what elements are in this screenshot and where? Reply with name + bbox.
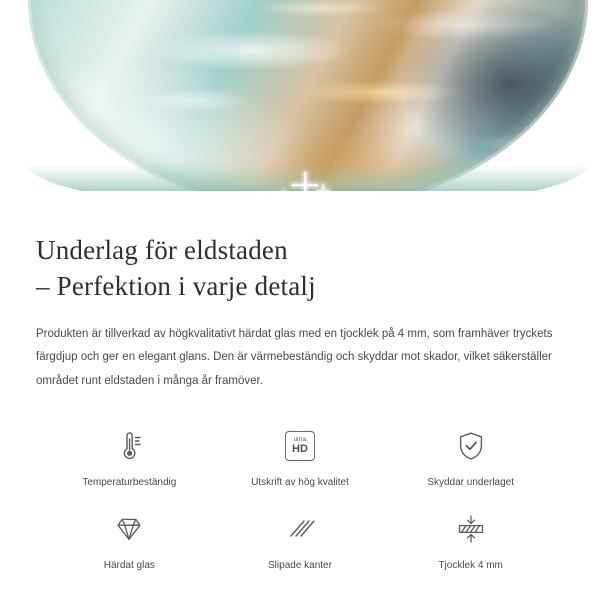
hero-image <box>0 0 600 205</box>
page-title <box>36 233 564 305</box>
feature-item-polished-edges <box>215 505 386 572</box>
feature-label: Härdat glas <box>103 559 155 571</box>
feature-label: Skyddar underlaget <box>427 476 515 488</box>
ultra-hd-icon <box>273 422 327 470</box>
feature-item-tempered-glass <box>44 505 215 572</box>
hero-bottom-fade <box>0 191 600 205</box>
ultra-hd-bottom-text: HD <box>292 442 308 455</box>
feature-grid <box>36 422 564 572</box>
feature-label: Utskrift av hög kvalitet <box>251 476 349 488</box>
ultra-hd-top-text: ultra <box>293 436 307 443</box>
feature-item-thickness <box>385 505 556 572</box>
feature-label: Tjocklek 4 mm <box>438 559 503 571</box>
feature-label: Slipade kanter <box>268 559 332 571</box>
page-title-line-1: Underlag för eldstaden <box>36 235 288 265</box>
round-glass-marble-plate <box>28 0 588 205</box>
content-area <box>0 205 600 572</box>
shield-check-icon <box>444 422 498 470</box>
polished-edges-icon <box>273 505 327 553</box>
page-title-line-2: – Perfektion i varje detalj <box>36 270 316 301</box>
feature-item-temperature <box>44 422 215 489</box>
thermometer-icon <box>102 422 156 470</box>
feature-item-surface-protection <box>385 422 556 489</box>
feature-label: Temperaturbeständig <box>82 476 177 488</box>
diamond-icon <box>102 505 156 553</box>
feature-item-print-quality <box>215 422 386 489</box>
description-paragraph: Produkten är tillverkad av högkvalitativt härdat glas med en tjocklek på 4 mm, som framhäver tryckets färgdjup och ger en elegant glans. Den är värmebeständig och skyddar mot skador, vilket säkerställer området runt eldstaden i många år framöver. <box>36 327 553 387</box>
thickness-arrows-icon <box>444 505 498 553</box>
